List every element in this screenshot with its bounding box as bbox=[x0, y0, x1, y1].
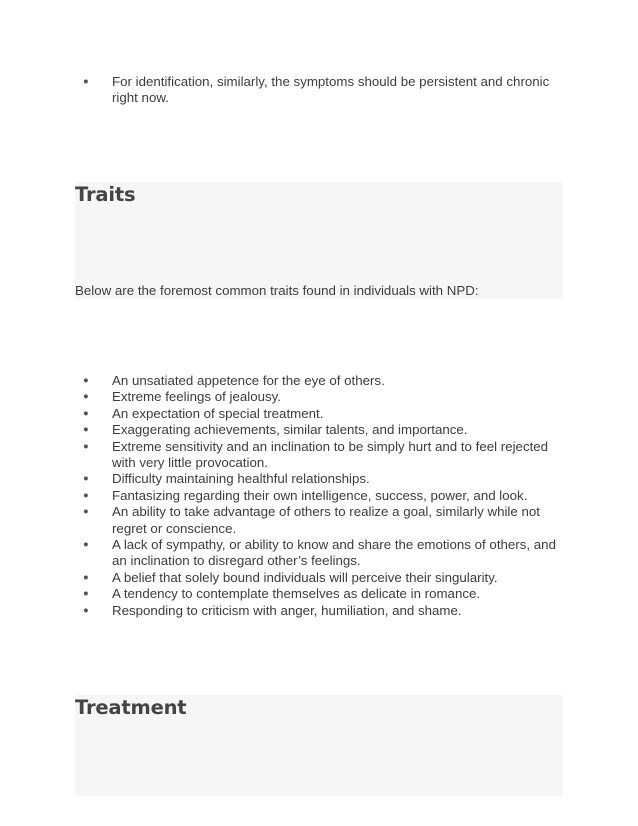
treatment-heading: Treatment bbox=[75, 696, 187, 719]
list-item: ● A tendency to contemplate themselves as delicate in romance. bbox=[75, 586, 565, 602]
list-item: ● Extreme sensitivity and an inclination to be simply hurt and to feel rejected with very little provocation. bbox=[75, 439, 565, 472]
list-item: ● An expectation of special treatment. bbox=[75, 406, 565, 422]
list-item: ● A lack of sympathy, or ability to know and share the emotions of others, and an inclination to disregard other’s feelings. bbox=[75, 537, 565, 570]
traits-intro-text: Below are the foremost common traits found in individuals with NPD: bbox=[75, 283, 479, 298]
traits-bullet-list bbox=[75, 373, 565, 619]
list-item: ● A belief that solely bound individuals will perceive their singularity. bbox=[75, 570, 565, 586]
list-item: ● Responding to criticism with anger, humiliation, and shame. bbox=[75, 603, 565, 619]
treatment-section bbox=[75, 695, 563, 796]
list-item: ● Exaggerating achievements, similar talents, and importance. bbox=[75, 422, 565, 438]
list-item: ● An ability to take advantage of others to realize a goal, similarly while not regret or conscience. bbox=[75, 504, 565, 537]
traits-heading: Traits bbox=[75, 183, 136, 206]
list-item: ● Fantasizing regarding their own intelligence, success, power, and look. bbox=[75, 488, 565, 504]
list-item: ● An unsatiated appetence for the eye of others. bbox=[75, 373, 565, 389]
traits-section bbox=[75, 182, 563, 299]
list-item: ● Extreme feelings of jealousy. bbox=[75, 389, 565, 405]
list-item: ● For identification, similarly, the symptoms should be persistent and chronic right now. bbox=[75, 74, 565, 107]
intro-bullet-list bbox=[75, 74, 565, 107]
list-item: ● Difficulty maintaining healthful relationships. bbox=[75, 471, 565, 487]
